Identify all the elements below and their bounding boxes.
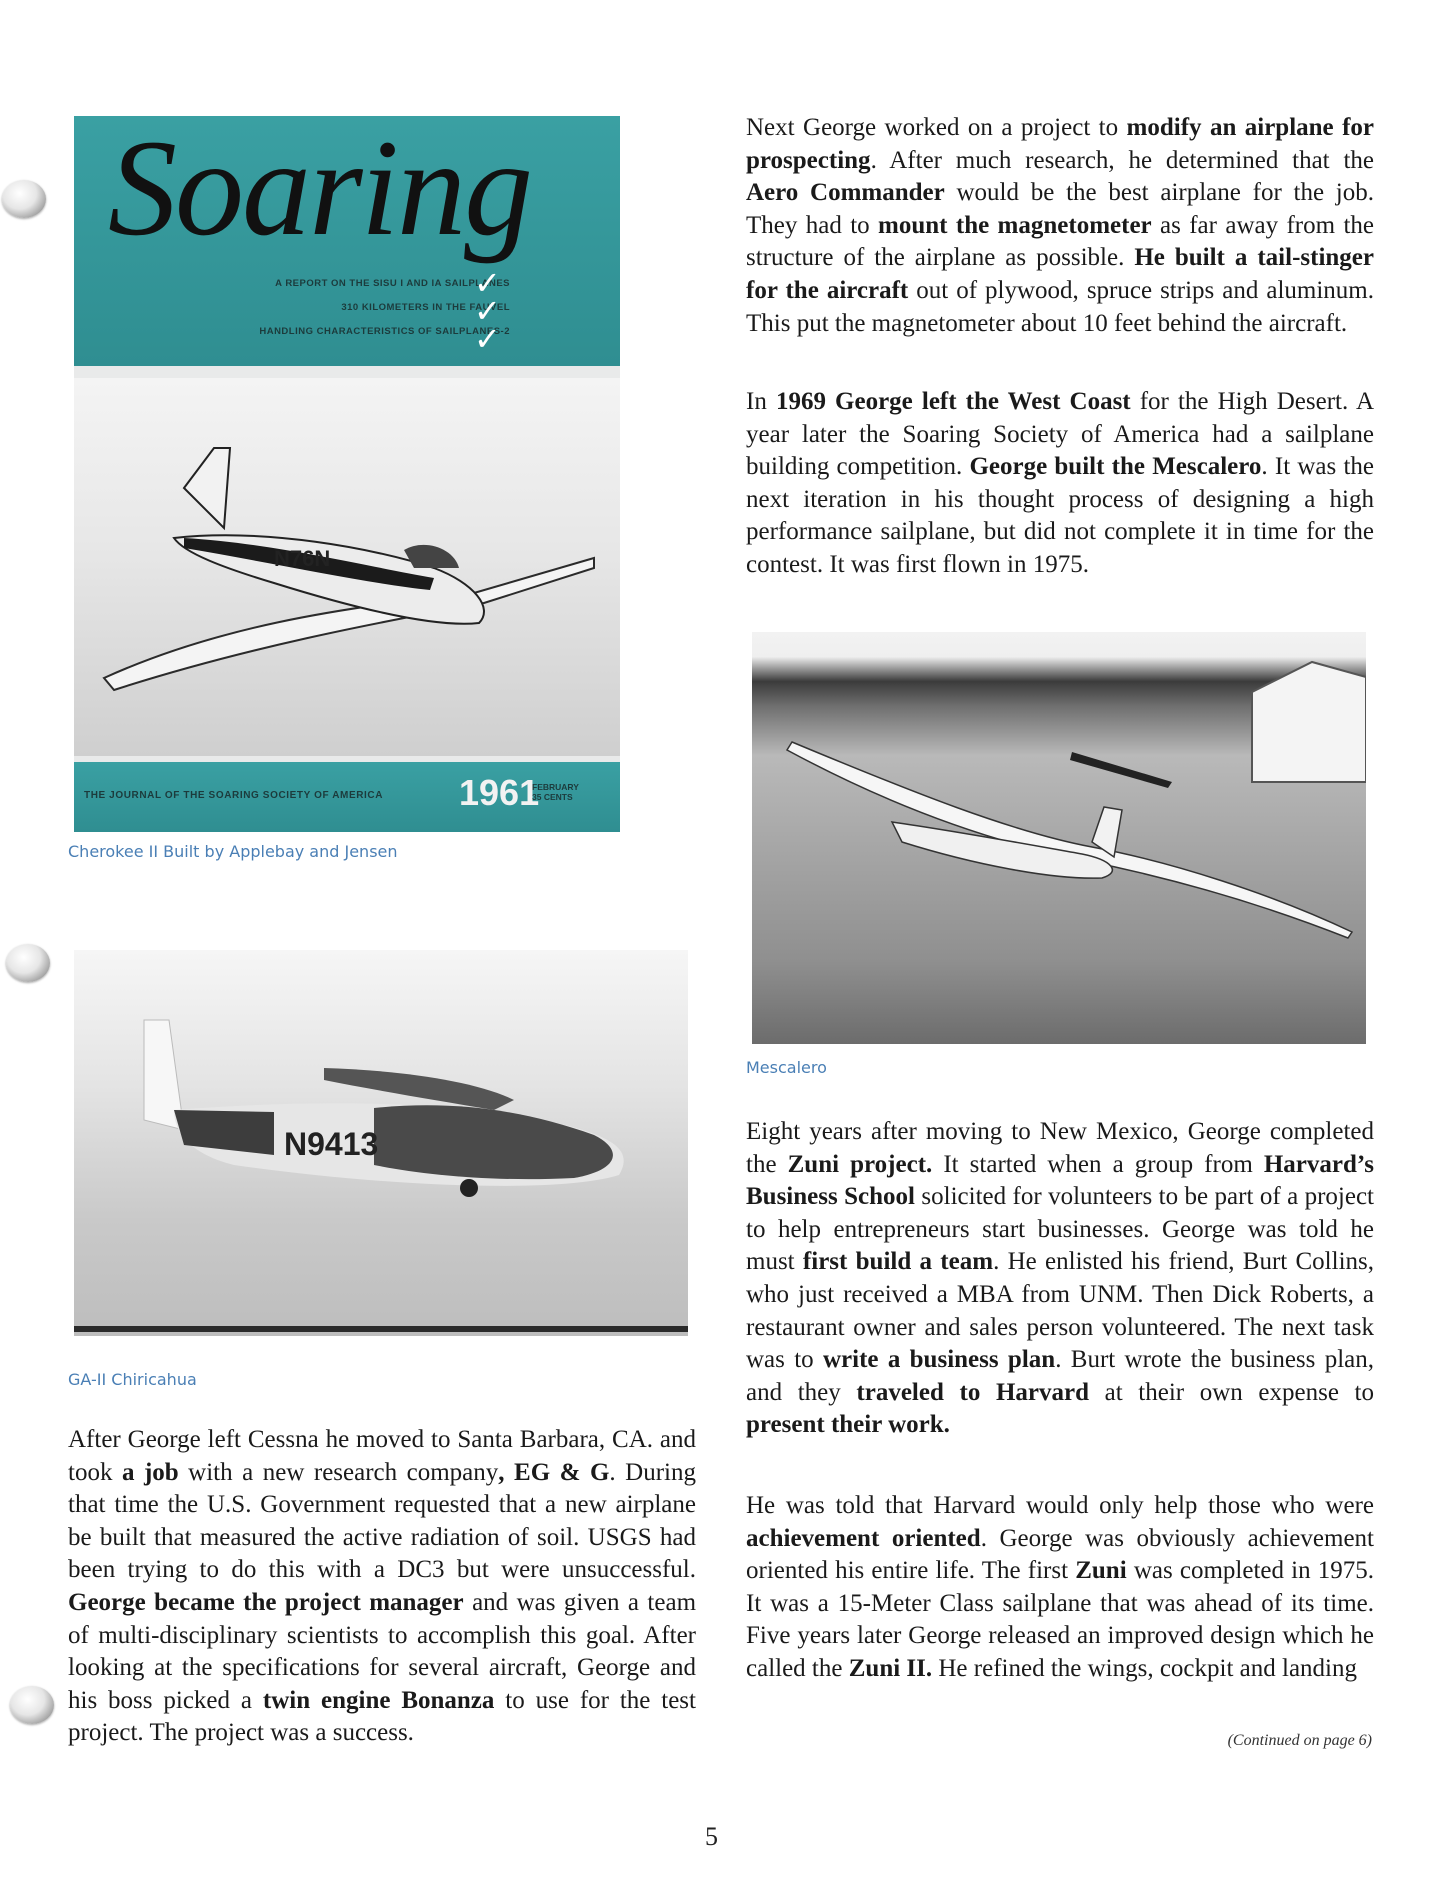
text-run: and was given a team of multi-disciplinary scientists to accomplish this goal. After looking at the specifications for several aircraft, George and his boss picked a [68, 1588, 697, 1714]
text-run: solicited for volunteers to be part of a project to help entrepreneurs start businesses. George was told he must [746, 1183, 1375, 1276]
cover-title: Soaring [108, 116, 532, 264]
page-number: 5 [705, 1822, 718, 1851]
caption-mescalero: Mescalero [746, 1058, 827, 1077]
punch-hole-bottom [10, 1686, 54, 1724]
text-run-bold: Harvard’s Business School [746, 1150, 1375, 1211]
photo-rule [74, 1326, 688, 1332]
text-run-bold: a job [121, 1458, 179, 1486]
photo-ga-ii-chiricahua [74, 950, 688, 1336]
paragraph [746, 112, 1374, 340]
text-run: . It was the next iteration in his thought process of designing a high performance sailplane, but did not complete it in time for the contest. It was first flown in 1975. [746, 453, 1374, 578]
text-run-bold: twin engine Bonanza [262, 1686, 495, 1714]
text-run: Eight years after moving to New Mexico, George completed the [746, 1118, 1374, 1178]
text-run: . During that time the U.S. Government requested that a new airplane be built that measured the active radiation of soil. USGS had been trying to do this with a DC3 but were unsuccessful. [68, 1458, 696, 1584]
text-run-bold: write a business plan [822, 1346, 1056, 1374]
text-run-bold: George became the project manager [68, 1588, 464, 1616]
text-run-bold: traveled to Harvard [856, 1378, 1089, 1406]
cover-footer [74, 762, 620, 832]
text-run: for the High Desert. A year later the Soaring Society of America had a sailplane building competition. [746, 388, 1374, 481]
text-run: was completed in 1975. It was a 15-Meter Class sailplane that was ahead of its time. Five years later George released an improved design which he called the [746, 1557, 1375, 1682]
mescalero-photo-illustration [752, 632, 1366, 1044]
text-run: He refined the wings, cockpit and landing [932, 1654, 1358, 1682]
text-run-bold: 1969 George left the West Coast [775, 388, 1131, 415]
text-run: In [746, 388, 776, 415]
text-run: He was told that Harvard would only help those who were [746, 1492, 1374, 1519]
text-run: . He enlisted his friend, Burt Collins, who just received a MBA from UNM. Then Dick Roberts, a restaurant owner and sales person volunteered. The next task was to [746, 1248, 1375, 1374]
text-run-bold: Zuni project. [787, 1150, 933, 1178]
text-run: It started when a group from [932, 1150, 1264, 1178]
soaring-magazine-cover [74, 116, 620, 832]
cover-month: FEBRUARY [532, 782, 579, 792]
text-run-bold: Aero Commander [746, 179, 945, 207]
text-run-bold: Zuni [1075, 1557, 1127, 1585]
caption-ga-ii: GA-II Chiricahua [68, 1370, 197, 1389]
text-run: as far away from the structure of the airplane as possible. [746, 211, 1374, 272]
text-run-bold: mount the magnetometer [878, 211, 1152, 239]
text-run: would be the best airplane for the job. They had to [746, 179, 1374, 239]
cover-header [74, 116, 620, 366]
text-run: . After much research, he determined that the [870, 146, 1374, 174]
glider-photo-illustration [74, 950, 688, 1336]
text-run: Next George worked on a project to [746, 114, 1127, 141]
caption-cherokee: Cherokee II Built by Applebay and Jensen [68, 842, 398, 861]
text-run-bold: present their work. [746, 1411, 950, 1439]
paragraph [68, 1424, 696, 1750]
text-run: . Burt wrote the business plan, and they [746, 1346, 1375, 1406]
cover-issue [532, 782, 579, 802]
text-run-bold: modify an airplane for prospecting [746, 114, 1374, 174]
text-run-bold: George built the Mescalero [969, 453, 1262, 481]
check-mark-icon: ✓ [474, 320, 501, 358]
text-run-bold: , EG & G [498, 1458, 610, 1486]
check-mark-icon: ✓ [474, 264, 501, 302]
paragraph [746, 1490, 1374, 1686]
cover-headline: A REPORT ON THE SISU I AND IA SAILPLANES [275, 278, 510, 289]
text-run: with a new research company [178, 1458, 499, 1486]
text-run-bold: Zuni II. [848, 1654, 933, 1682]
text-run: at their own expense to [1089, 1378, 1375, 1406]
text-run-bold: He built a tail-stinger for the aircraft [746, 244, 1374, 304]
paragraph [746, 386, 1374, 582]
punch-hole-top [2, 180, 46, 218]
text-run: out of plywood, spruce strips and aluminum. This put the magnetometer about 10 feet behind the aircraft. [746, 276, 1374, 337]
continued-note: (Continued on page 6) [1227, 1732, 1372, 1749]
photo-mescalero [752, 632, 1366, 1044]
cover-journal-name: THE JOURNAL OF THE SOARING SOCIETY OF AMERICA [84, 790, 384, 801]
paragraph [746, 1116, 1374, 1442]
cover-year: 1961 [459, 772, 540, 813]
text-run: . George was obviously achievement oriented his entire life. The first [746, 1524, 1374, 1585]
check-mark-icon: ✓ [474, 292, 501, 330]
glider-registration: N9413 [284, 1126, 379, 1162]
text-run: to use for the test project. The project was a success. [68, 1686, 696, 1747]
punch-hole-middle [6, 944, 50, 982]
glider-registration: N76N [274, 546, 331, 571]
glider-illustration [74, 378, 620, 756]
cover-headline: 310 KILOMETERS IN THE FAUVEL [341, 302, 510, 313]
text-run-bold: first build a team [802, 1248, 994, 1276]
cover-photo-glider [74, 378, 620, 756]
text-run: After George left Cessna he moved to Santa Barbara, CA. and took [68, 1426, 696, 1486]
cover-headline: HANDLING CHARACTERISTICS OF SAILPLANES-2 [259, 326, 510, 337]
cover-price: 35 CENTS [532, 792, 573, 802]
text-run-bold: achievement oriented [746, 1524, 981, 1552]
